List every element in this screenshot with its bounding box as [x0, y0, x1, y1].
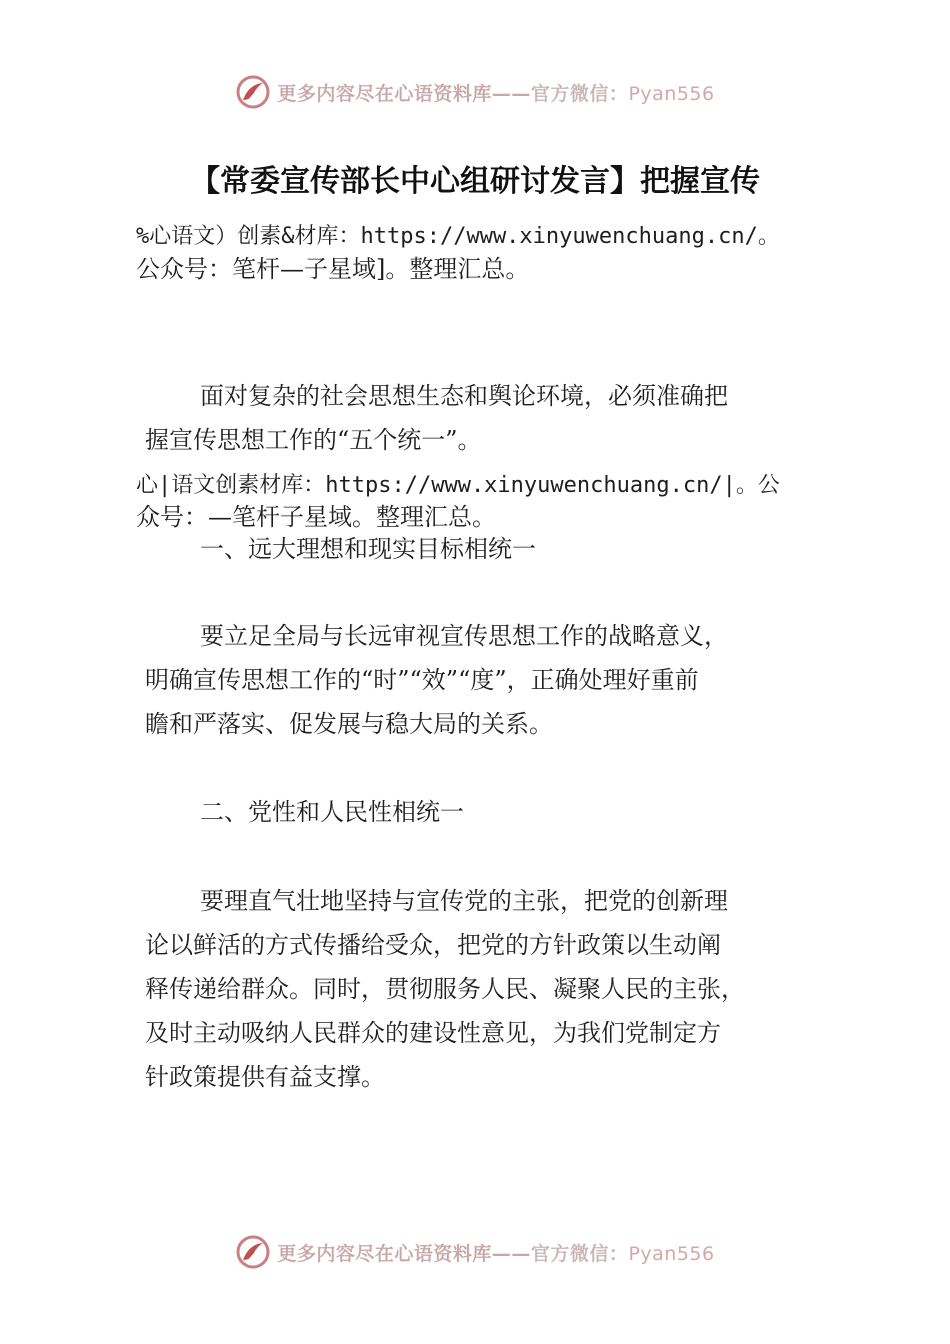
paragraph-line: 针政策提供有益支撑。	[145, 1063, 385, 1091]
section-heading: 二、党性和人民性相统一	[200, 798, 464, 826]
paragraph-line: 瞻和严落实、促发展与稳大局的关系。	[145, 710, 553, 738]
paragraph-line: 面对复杂的社会思想生态和舆论环境，必须准确把	[200, 382, 728, 410]
paragraph-line: 释传递给群众。同时，贯彻服务人民、凝聚人民的主张，	[145, 975, 745, 1003]
header-banner-text: 更多内容尽在心语资料库——官方微信：Pyan556	[277, 82, 715, 105]
paragraph-line: 要理直气壮地坚持与宣传党的主张，把党的创新理	[200, 887, 728, 915]
section-heading: 一、远大理想和现实目标相统一	[200, 535, 536, 563]
paragraph-line: 握宣传思想工作的“五个统一”。	[145, 426, 482, 454]
paragraph-line: 要立足全局与长远审视宣传思想工作的战略意义，	[200, 622, 728, 650]
brand-logo-icon	[235, 1234, 271, 1270]
paragraph-line: 明确宣传思想工作的“时”“效”“度”，正确处理好重前	[145, 666, 699, 694]
watermark-line: %心语文）创素&材库：https://www.xinyuwenchuang.cn/。	[136, 224, 780, 249]
brand-logo-icon	[235, 74, 271, 110]
watermark-line: 心|语文创素材库：https://www.xinyuwenchuang.cn/|。公	[136, 473, 780, 498]
watermark-line: 众号：—笔杆子星域。整理汇总。	[136, 503, 496, 531]
document-title: 【常委宣传部长中心组研讨发言】把握宣传	[190, 164, 760, 199]
footer-banner-text: 更多内容尽在心语资料库——官方微信：Pyan556	[277, 1242, 715, 1265]
footer-banner	[0, 1232, 950, 1272]
paragraph-line: 及时主动吸纳人民群众的建设性意见，为我们党制定方	[145, 1019, 721, 1047]
watermark-line: 公众号：笔杆—子星域]。整理汇总。	[136, 255, 530, 283]
header-banner	[0, 72, 950, 112]
paragraph-line: 论以鲜活的方式传播给受众，把党的方针政策以生动阐	[145, 931, 721, 959]
